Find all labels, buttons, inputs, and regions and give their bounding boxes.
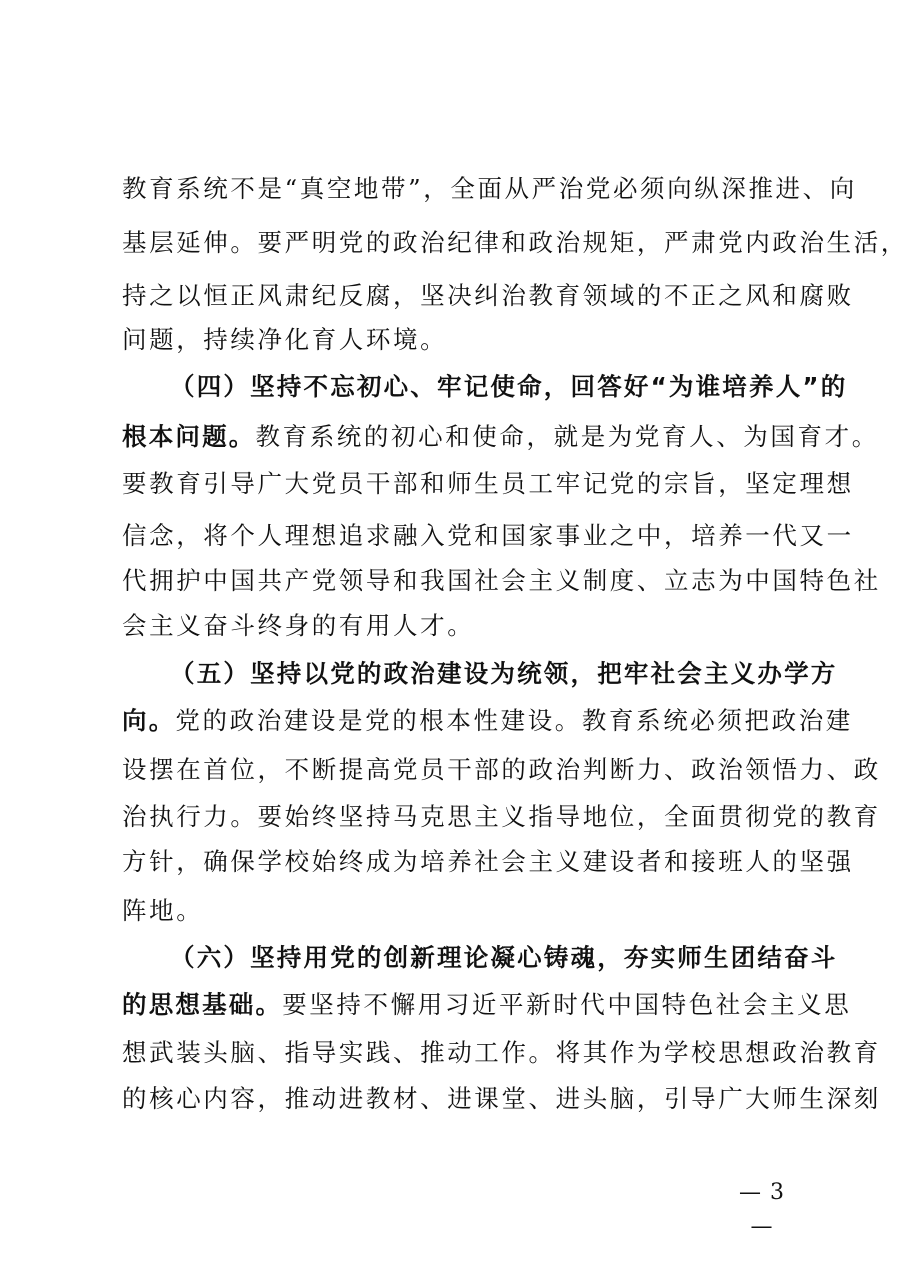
body-line: 代拥护中国共产党领导和我国社会主义制度、立志为中国特色社 xyxy=(122,566,881,595)
section-heading-line xyxy=(170,370,848,404)
body-line: 向。党的政治建设是党的根本性建设。教育系统必须把政治建 xyxy=(122,706,853,735)
section-heading: 向。 xyxy=(122,706,176,735)
section-heading: （六）坚持用党的创新理论凝心铸魂，夯实师生团结奋斗 xyxy=(170,943,838,972)
section-heading: 的思想基础。 xyxy=(122,990,283,1019)
body-line: 基层延伸。要严明党的政治纪律和政治规矩，严肃党内政治生活， xyxy=(122,228,908,257)
section-heading: （四）坚持不忘初心、牢记使命，回答好“为谁培养人”的 xyxy=(170,372,848,401)
section-heading-line xyxy=(170,941,838,975)
body-line: 要教育引导广大党员干部和师生员工牢记党的宗旨，坚定理想 xyxy=(122,469,854,498)
body-line: 根本问题。教育系统的初心和使命，就是为党育人、为国育才。 xyxy=(122,422,879,451)
body-line: 信念，将个人理想追求融入党和国家事业之中，培养一代又一 xyxy=(122,521,854,550)
page-number: — 3 — xyxy=(739,1180,785,1239)
body-line: 设摆在首位，不断提高党员干部的政治判断力、政治领悟力、政 xyxy=(122,755,881,784)
body-line: 想武装头脑、指导实践、推动工作。将其作为学校思想政治教育 xyxy=(122,1038,881,1067)
body-line: 的核心内容，推动进教材、进课堂、进头脑，引导广大师生深刻 xyxy=(122,1084,881,1113)
section-heading: （五）坚持以党的政治建设为统领，把牢社会主义办学方 xyxy=(170,659,838,688)
body-line: 的思想基础。要坚持不懈用习近平新时代中国特色社会主义思 xyxy=(122,990,852,1019)
section-heading-line xyxy=(170,657,838,691)
body-line: 治执行力。要始终坚持马克思主义指导地位，全面贯彻党的教育 xyxy=(122,802,881,831)
body-line: 教育系统不是“真空地带”，全面从严治党必须向纵深推进、向 xyxy=(122,174,857,203)
body-line: 问题，持续净化育人环境。 xyxy=(122,325,448,354)
body-line: 阵地。 xyxy=(122,896,204,925)
body-line: 会主义奋斗终身的有用人才。 xyxy=(122,611,475,640)
body-line: 持之以恒正风肃纪反腐，坚决纠治教育领域的不正之风和腐败 xyxy=(122,281,854,310)
body-line: 方针，确保学校始终成为培养社会主义建设者和接班人的坚强 xyxy=(122,847,854,876)
section-heading: 根本问题。 xyxy=(122,422,256,451)
